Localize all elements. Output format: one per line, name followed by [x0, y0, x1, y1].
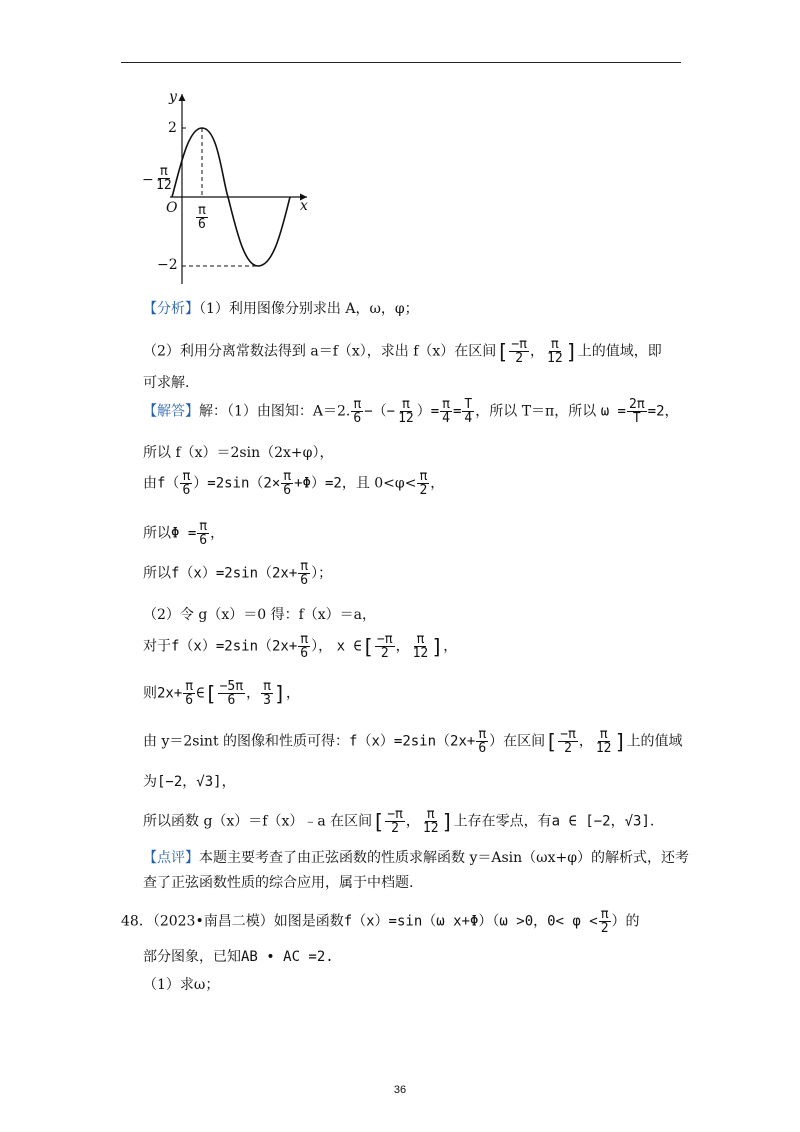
left-label: $\frac{\pi}{12}$: [156, 164, 172, 193]
y-label: y: [169, 89, 177, 105]
solution-line10: 为[−2，√3]，: [143, 774, 236, 790]
page-number: 36: [393, 1084, 407, 1096]
solution-line3: 由f（ $\frac{\pi}{6}$ ）=2sin（2× $\frac{\pi}{6}$ +Φ）=2，且 0<φ< $\frac{\pi}{2}$ ，: [143, 469, 445, 498]
solution-line9: 由 y＝2sint 的图像和性质可得：f（x）=2sin（2x+ $\frac{\pi}{6}$ ）在区间[ $\frac{-\pi}{2}$ ， $\frac{\pi}{12}$ ]上的值域: [143, 727, 683, 756]
problem48-line2: 部分图象，已知AB • AC =2.: [143, 949, 334, 965]
solution-line2: 所以 f（x）＝2sin（2x+φ），: [143, 445, 334, 461]
y-max-label: 2: [168, 120, 177, 136]
solution-line5: 所以f（x）=2sin（2x+ $\frac{\pi}{6}$ ）；: [143, 559, 333, 588]
solution-line6: （2）令 g（x）＝0 得：f（x）＝a，: [143, 607, 376, 623]
origin-label: O: [166, 200, 178, 216]
analysis-line2: （2）利用分离常数法得到 a＝f（x），求出 f（x）在区间[ $\frac{-\pi}{2}$ ， $\frac{\pi}{12}$ ]上的值域，即: [143, 337, 662, 366]
analysis-line3: 可求解.: [143, 375, 190, 391]
analysis-line1: 【分析】（1）利用图像分别求出 A，ω，φ；: [143, 301, 419, 317]
problem48-line1: 48．（2023•南昌二模）如图是函数f（x）=sin（ω x+Φ）（ω >0，0< φ < $\frac{\pi}{2}$ ）的: [121, 907, 640, 936]
solution-line7: 对于f（x）=2sin（2x+ $\frac{\pi}{6}$ ）， x ∈[ $\frac{-\pi}{2}$ ， $\frac{\pi}{12}$ ]，: [143, 632, 458, 661]
left-label-sign: −: [142, 172, 154, 188]
y-min-label: −2: [157, 257, 178, 273]
solution-line1: 【解答】解：（1）由图知：A＝2. $\frac{\pi}{6}$ −（− $\frac{\pi}{12}$ ）= $\frac{\pi}{4}$ = $\frac{T}{4}$ ，所以 T＝π，所以 ω = $\frac{2\pi}{T}$ =2，: [143, 397, 679, 426]
solution-line11: 所以函数 g（x）＝f（x）﹣a 在区间[ $\frac{-\pi}{2}$ ， $\frac{\pi}{12}$ ]上存在零点，有a ∈ [−2，√3].: [143, 807, 655, 836]
x-label: x: [300, 198, 308, 214]
problem48-q1: （1）求ω；: [143, 977, 220, 993]
right-label: $\frac{\pi}{6}$: [198, 203, 206, 232]
comment-line2: 查了正弦函数性质的综合应用，属于中档题.: [143, 875, 414, 891]
solution-line8: 则2x+ $\frac{\pi}{6}$ ∈[ $\frac{-5\pi}{6}$ ， $\frac{\pi}{3}$ ]，: [143, 679, 300, 708]
header-rule: [121, 62, 681, 63]
solution-line4: 所以Φ = $\frac{\pi}{6}$ ，: [143, 519, 225, 548]
comment-line1: 【点评】本题主要考查了由正弦函数的性质求解函数 y＝Asin（ωx+φ）的解析式，还考: [143, 850, 689, 866]
